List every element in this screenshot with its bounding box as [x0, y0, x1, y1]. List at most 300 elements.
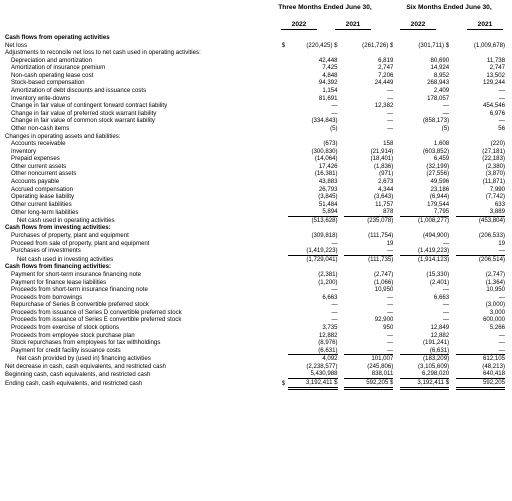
value-cell: (603,852) [423, 147, 450, 155]
table-row [5, 255, 505, 263]
spacer-cell [338, 72, 345, 80]
value-cell: (1,009,678) [473, 41, 505, 49]
row-label: Change in fair value of preferred stock warrant liability [11, 109, 157, 117]
value-cell: — [387, 346, 394, 354]
value-cell: (191,241) [423, 339, 450, 347]
table-row [5, 339, 505, 347]
value-cell: — [498, 293, 505, 301]
spacer-cell [338, 186, 345, 194]
value-cell [400, 49, 449, 57]
spacer-cell [393, 286, 400, 294]
spacer-cell [338, 49, 345, 57]
value-cell: — [498, 87, 505, 95]
value-cell: 4,344 [378, 185, 394, 193]
row-label: Other current liabilities [11, 200, 72, 208]
spacer-cell [449, 87, 456, 95]
value-cell: 8,952 [433, 71, 450, 79]
value-cell: (1,729,041) [288, 255, 337, 263]
spacer-cell [449, 255, 456, 263]
value-cell: 19 [498, 239, 505, 247]
table-row [5, 117, 505, 125]
row-label: Other current assets [11, 162, 67, 170]
row-label: Net cash used in investing activities [17, 255, 114, 263]
spacer-cell [449, 208, 456, 216]
spacer-cell [393, 155, 400, 163]
value-cell: 3,735 [322, 323, 338, 331]
row-label: Proceeds from borrowings [11, 293, 83, 301]
spacer-cell [449, 201, 456, 209]
year-header: 2021 [467, 21, 503, 30]
value-cell: (15,330) [426, 270, 450, 278]
value-cell: (858,173) [423, 117, 450, 125]
value-cell: 10,950 [374, 286, 394, 294]
spacer-cell [393, 170, 400, 178]
value-cell: (32,199) [426, 162, 450, 170]
table-row [5, 294, 505, 302]
row-label: Payment for credit facility issuance costs [11, 346, 121, 354]
value-cell: (206,533) [478, 232, 505, 240]
value-cell: — [387, 109, 394, 117]
spacer-cell [449, 110, 456, 118]
table-row [5, 87, 505, 95]
table-row [5, 224, 505, 232]
value-cell: 454,546 [482, 102, 505, 110]
value-cell: 6,663 [433, 293, 450, 301]
currency-symbol [282, 208, 289, 216]
table-row [5, 201, 505, 209]
value-cell: 268,943 [427, 79, 450, 87]
row-label: Purchases of property, plant and equipment [11, 232, 129, 240]
value-cell: (2,381) [318, 270, 338, 278]
value-cell [288, 49, 337, 57]
value-cell: — [443, 102, 450, 110]
spacer-cell [449, 324, 456, 332]
value-cell: 3,889 [489, 208, 505, 216]
spacer-cell [449, 379, 456, 389]
spacer-cell [449, 34, 456, 42]
value-cell: (1,419,223) [306, 247, 338, 255]
table-row [5, 208, 505, 216]
value-cell [456, 263, 505, 271]
spacer-cell [449, 140, 456, 148]
currency-symbol [282, 294, 289, 302]
spacer-cell [449, 339, 456, 347]
spacer-cell [393, 255, 400, 263]
value-cell: (111,735) [344, 255, 393, 263]
spacer-cell [393, 279, 400, 287]
spacer-cell [338, 102, 345, 110]
currency-symbol [282, 240, 289, 248]
spacer-cell [338, 208, 345, 216]
spacer-cell [393, 224, 400, 232]
value-cell: 5,430,988 [310, 370, 338, 378]
row-label: Cash flows from financing activities: [5, 263, 111, 271]
spacer-cell [338, 263, 345, 271]
spacer-cell [449, 178, 456, 186]
currency-symbol [282, 64, 289, 72]
value-cell: 640,418 [482, 370, 505, 378]
value-cell: 13,502 [486, 71, 505, 79]
value-cell: — [443, 109, 450, 117]
spacer-cell [338, 64, 345, 72]
spacer-cell [393, 216, 400, 224]
value-cell: (453,804) [456, 216, 505, 224]
value-cell: 101,007 [344, 355, 393, 363]
value-cell: 56 [498, 124, 505, 132]
table-row [5, 240, 505, 248]
value-cell [400, 224, 449, 232]
table-row [5, 216, 505, 224]
value-cell: 5,266 [489, 323, 505, 331]
value-cell: 11,738 [486, 56, 505, 64]
value-cell: (6,631) [318, 346, 338, 354]
value-cell: (6,631) [429, 346, 450, 354]
spacer-cell [338, 42, 345, 50]
table-row [5, 57, 505, 65]
value-cell: — [498, 339, 505, 347]
row-label: Cash flows from investing activities: [5, 224, 111, 232]
value-cell: 6,976 [489, 109, 505, 117]
currency-symbol [282, 133, 289, 141]
year-header: 2021 [335, 21, 371, 30]
spacer-cell [449, 72, 456, 80]
value-cell: — [498, 346, 505, 354]
table-row [5, 64, 505, 72]
value-cell: (513,628) [288, 216, 337, 224]
spacer-cell [338, 224, 345, 232]
spacer-cell [338, 57, 345, 65]
spacer-cell [449, 224, 456, 232]
row-label: Accounts receivable [11, 140, 66, 148]
row-label: Change in fair value of contingent forward contract liability [11, 102, 168, 110]
spacer-cell [338, 87, 345, 95]
spacer-cell [338, 148, 345, 156]
value-cell: — [498, 247, 505, 255]
row-label: Cash flows from operating activities [5, 34, 110, 41]
value-cell: (245,806) [367, 362, 394, 370]
value-cell: (3,845) [318, 193, 338, 201]
spacer-cell [393, 110, 400, 118]
value-cell: 612,105 [456, 355, 505, 363]
value-cell: 3,000 [489, 308, 505, 316]
value-cell: (7,742) [485, 193, 505, 201]
value-cell: (27,181) [482, 147, 505, 155]
value-cell: — [387, 331, 394, 339]
value-cell: 633 [494, 200, 505, 208]
value-cell: 6,459 [433, 155, 450, 163]
currency-symbol [282, 110, 289, 118]
spacer-cell [449, 193, 456, 201]
spacer-cell [393, 117, 400, 125]
row-label: Change in fair value of common stock warrant liability [11, 117, 155, 125]
value-cell: (3,870) [485, 170, 505, 178]
spacer-cell [393, 95, 400, 103]
row-label: Adjustments to reconcile net loss to net cash used in operating activities: [5, 49, 201, 57]
spacer-cell [393, 240, 400, 248]
spacer-cell [393, 133, 400, 141]
spacer-cell [338, 279, 345, 287]
spacer-cell [338, 324, 345, 332]
value-cell: 3,192,411 $ [288, 379, 337, 389]
currency-symbol [282, 87, 289, 95]
currency-symbol [282, 186, 289, 194]
spacer-cell [338, 155, 345, 163]
table-row [5, 301, 505, 309]
value-cell: (21,914) [370, 147, 394, 155]
value-cell: (2,238,577) [306, 362, 338, 370]
spacer-cell [449, 301, 456, 309]
row-label: Operating lease liability [11, 193, 75, 201]
value-cell: 7,206 [378, 71, 394, 79]
currency-symbol [282, 324, 289, 332]
spacer-cell [338, 95, 345, 103]
value-cell [288, 34, 337, 42]
table-row [5, 178, 505, 186]
value-cell [456, 34, 505, 42]
spacer-cell [338, 79, 345, 87]
value-cell: 878 [383, 208, 394, 216]
currency-symbol [282, 363, 289, 371]
table-row [5, 79, 505, 87]
value-cell: — [387, 339, 394, 347]
row-label: Net cash used in operating activities [17, 216, 115, 224]
value-cell [400, 133, 449, 141]
currency-symbol [282, 79, 289, 87]
spacer-cell [449, 148, 456, 156]
table-row [5, 155, 505, 163]
value-cell: (2,380) [485, 162, 505, 170]
row-label: Proceeds from issuance of Series E convertible preferred stock [11, 316, 182, 324]
currency-symbol [282, 201, 289, 209]
value-cell: — [331, 109, 338, 117]
value-cell: (27,556) [426, 170, 450, 178]
spacer-cell [393, 339, 400, 347]
currency-symbol: $ [281, 41, 286, 49]
spacer-cell [393, 247, 400, 255]
value-cell: 11,757 [375, 200, 394, 208]
spacer-cell [338, 332, 345, 340]
table-row [5, 370, 505, 378]
value-cell: (673) [323, 140, 338, 148]
table-row [5, 309, 505, 317]
table-row [5, 110, 505, 118]
currency-symbol [282, 155, 289, 163]
cash-flow-table [5, 34, 505, 390]
spacer-cell [393, 148, 400, 156]
value-cell: (206,514) [456, 255, 505, 263]
spacer-cell [393, 271, 400, 279]
value-cell: — [443, 239, 450, 247]
row-label: Prepaid expenses [11, 155, 60, 163]
value-cell [344, 34, 393, 42]
value-cell: — [387, 247, 394, 255]
row-label: Net decrease in cash, cash equivalents, and restricted cash [5, 362, 166, 370]
spacer-cell [449, 363, 456, 371]
value-cell [288, 224, 337, 232]
value-cell [288, 263, 337, 271]
row-label: Amortization of insurance premium [11, 64, 106, 72]
value-cell: (6,944) [429, 193, 450, 201]
spacer-cell [338, 301, 345, 309]
spacer-cell [338, 133, 345, 141]
table-row [5, 102, 505, 110]
value-cell: — [498, 94, 505, 102]
spacer-cell [449, 57, 456, 65]
table-row [5, 34, 505, 42]
value-cell: — [443, 286, 450, 294]
value-cell: 4,092 [288, 355, 337, 363]
value-cell: — [443, 308, 450, 316]
value-cell: (1,066) [374, 278, 394, 286]
spacer-cell [449, 294, 456, 302]
value-cell: (220,425) $ [306, 41, 338, 49]
value-cell: — [443, 301, 450, 309]
value-cell: 3,192,411 $ [400, 379, 449, 389]
spacer-cell [393, 49, 400, 57]
value-cell: 94,392 [318, 79, 338, 87]
currency-symbol [282, 255, 289, 263]
value-cell [456, 224, 505, 232]
value-cell: (334,843) [311, 117, 338, 125]
row-label: Accrued compensation [11, 185, 73, 193]
spacer-cell [449, 125, 456, 133]
currency-symbol [282, 224, 289, 232]
row-label: Proceed from sale of property, plant and equipment [11, 239, 150, 247]
spacer-cell [338, 294, 345, 302]
value-cell: — [498, 117, 505, 125]
value-cell: (220) [490, 140, 505, 148]
table-row [5, 186, 505, 194]
value-cell: 6,298,020 [422, 370, 450, 378]
currency-symbol [282, 247, 289, 255]
row-label: Amortization of debt discounts and issuance costs [11, 87, 147, 95]
value-cell [400, 34, 449, 42]
row-label: Changes in operating assets and liabilities: [5, 132, 121, 140]
value-cell: (235,078) [344, 216, 393, 224]
spacer-cell [338, 379, 345, 389]
spacer-cell [449, 247, 456, 255]
value-cell [456, 49, 505, 57]
spacer-cell [449, 332, 456, 340]
value-cell: 51,484 [318, 200, 338, 208]
currency-symbol [282, 301, 289, 309]
spacer-cell [449, 49, 456, 57]
row-label: Beginning cash, cash equivalents, and restricted cash [5, 370, 151, 378]
spacer-cell [338, 117, 345, 125]
value-cell: 12,849 [430, 323, 450, 331]
spacer-cell [393, 140, 400, 148]
value-cell: 2,673 [378, 177, 394, 185]
spacer-cell [449, 355, 456, 363]
spacer-cell [393, 355, 400, 363]
value-cell: 80,690 [430, 56, 450, 64]
value-cell: (18,401) [370, 155, 394, 163]
table-row [5, 125, 505, 133]
value-cell: 1,608 [433, 140, 450, 148]
row-label: Stock repurchases from employees for tax withholdings [11, 339, 161, 347]
value-cell: (1,836) [374, 162, 394, 170]
spacer-cell [393, 178, 400, 186]
spacer-cell [338, 363, 345, 371]
value-cell: — [331, 286, 338, 294]
currency-symbol [282, 170, 289, 178]
row-label: Proceeds from short-term insurance financing note [11, 286, 148, 294]
spacer-cell [449, 95, 456, 103]
value-cell: 6,663 [322, 293, 338, 301]
value-cell: — [387, 94, 394, 102]
spacer-cell [338, 370, 345, 378]
spacer-cell [449, 279, 456, 287]
value-cell: — [443, 316, 450, 324]
table-row [5, 193, 505, 201]
value-cell: 4,848 [322, 71, 338, 79]
value-cell: — [498, 331, 505, 339]
value-cell: — [331, 301, 338, 309]
currency-symbol [282, 148, 289, 156]
row-label: Inventory write-downs [11, 94, 71, 102]
currency-symbol [282, 370, 289, 378]
spacer-cell [393, 125, 400, 133]
currency-symbol [282, 102, 289, 110]
table-row [5, 42, 505, 50]
currency-symbol [282, 279, 289, 287]
row-label: Depreciation and amortization [11, 56, 92, 64]
spacer-cell [393, 370, 400, 378]
row-label: Net loss [5, 41, 28, 49]
year-header: 2022 [281, 21, 317, 30]
row-label: Other long-term liabilities [11, 208, 79, 216]
value-cell: 12,882 [318, 331, 338, 339]
value-cell: 81,691 [318, 94, 338, 102]
currency-symbol [282, 72, 289, 80]
spacer-cell [338, 232, 345, 240]
currency-symbol [282, 117, 289, 125]
value-cell: (5) [330, 124, 338, 132]
value-cell: (183,209) [400, 355, 449, 363]
table-row [5, 332, 505, 340]
value-cell: 592,205 $ [344, 379, 393, 389]
spacer-cell [393, 42, 400, 50]
spacer-cell [338, 240, 345, 248]
value-cell: (11,871) [482, 177, 505, 185]
spacer-cell [449, 186, 456, 194]
value-cell: (300,830) [311, 147, 338, 155]
spacer-cell [338, 201, 345, 209]
value-cell: (3,000) [485, 301, 505, 309]
spacer-cell [393, 102, 400, 110]
value-cell: — [331, 308, 338, 316]
value-cell: 5,894 [322, 208, 338, 216]
row-label: Stock-based compensation [11, 79, 85, 87]
spacer-cell [338, 316, 345, 324]
currency-symbol: $ [281, 379, 286, 387]
spacer-cell [393, 316, 400, 324]
row-label: Inventory [11, 147, 37, 155]
spacer-cell [393, 57, 400, 65]
value-cell: 24,449 [374, 79, 394, 87]
value-cell: 600,000 [482, 316, 505, 324]
value-cell: — [331, 102, 338, 110]
value-cell: 43,883 [318, 177, 338, 185]
table-row [5, 163, 505, 171]
value-cell: (1,200) [318, 278, 338, 286]
table-row [5, 49, 505, 57]
spacer-cell [393, 163, 400, 171]
value-cell: — [387, 117, 394, 125]
value-cell: 2,409 [433, 87, 450, 95]
spacer-cell [449, 286, 456, 294]
currency-symbol [282, 286, 289, 294]
